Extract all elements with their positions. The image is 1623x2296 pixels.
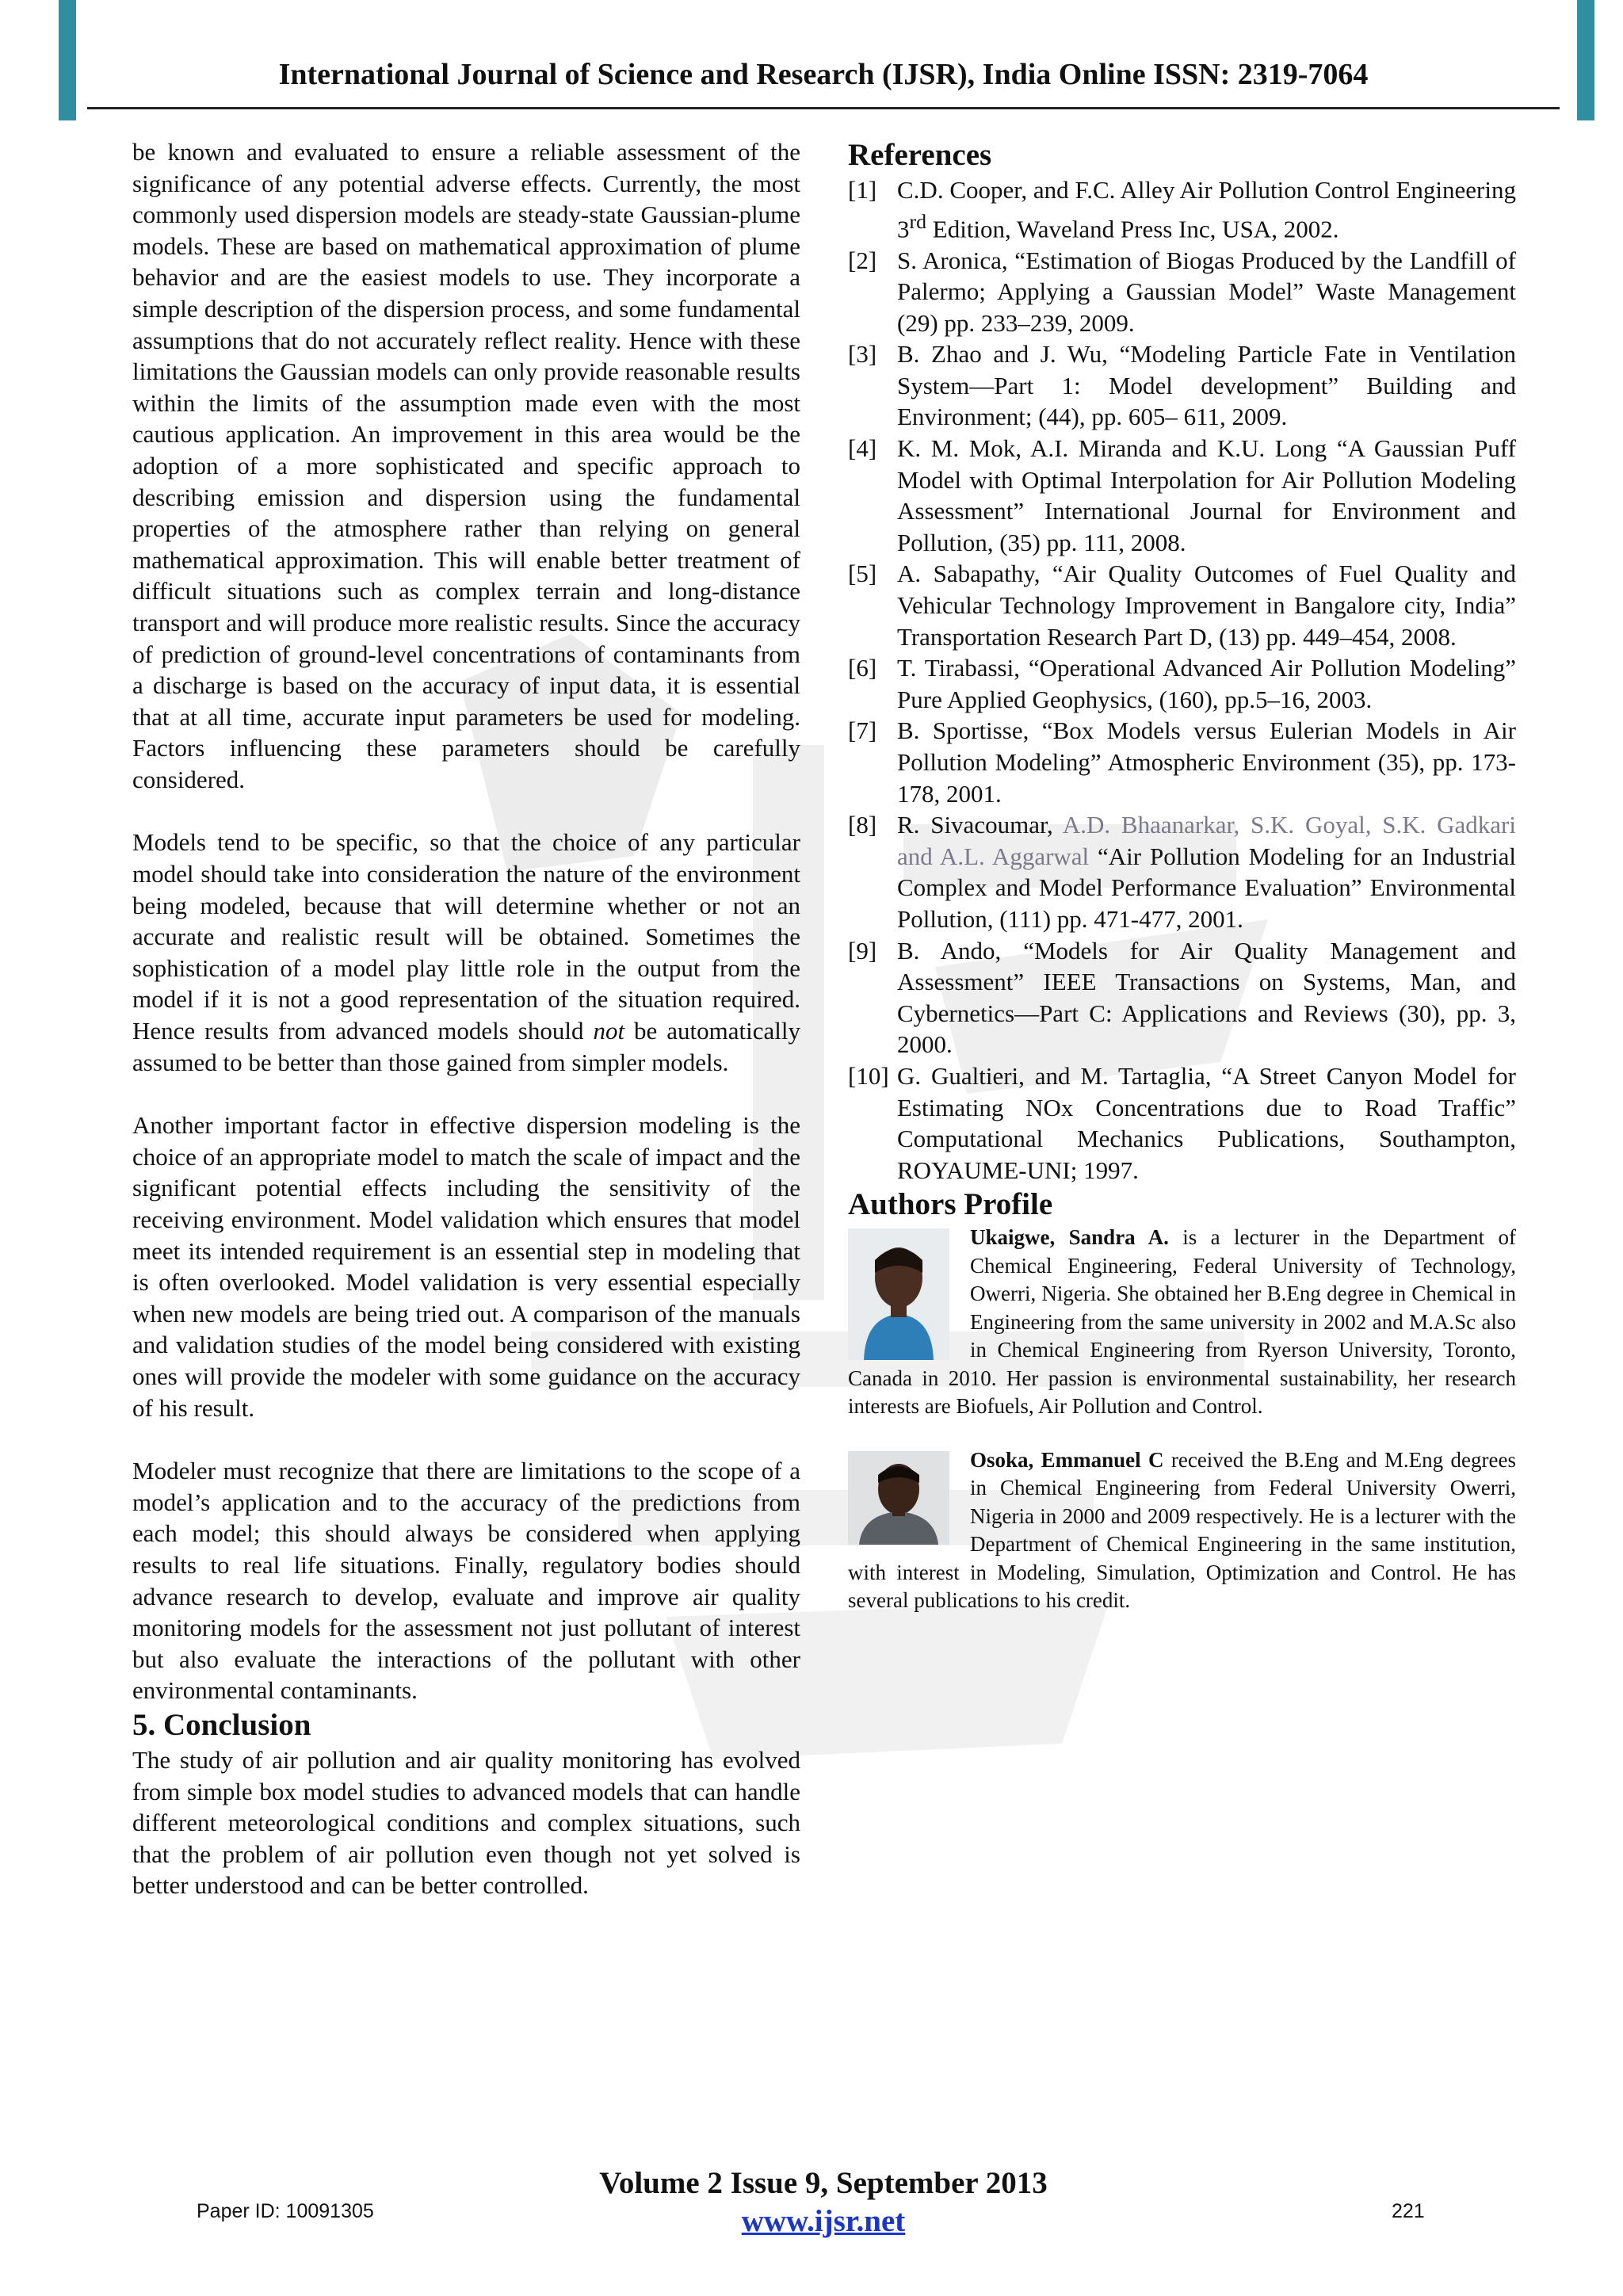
reference-item: [6] T. Tirabassi, “Operational Advanced Air Pollution Modeling” Pure Applied Geophysics, (160), pp.5–16, 2003. <box>848 652 1516 715</box>
reference-item: [2] S. Aronica, “Estimation of Biogas Produced by the Landfill of Palermo; Applying a Gaussian Model” Waste Management (29) pp. 233–239, 2009. <box>848 245 1516 339</box>
reference-number: [6] <box>848 654 877 682</box>
reference-number: [9] <box>848 936 877 965</box>
authors-profile-heading: Authors Profile <box>848 1187 1053 1222</box>
body-paragraph: be known and evaluated to ensure a reliable assessment of the significance of any potential adverse effects. Currently, the most commonly used dispersion models are steady-state Gaussian-plume models. These are based on mathematical approximation of plume behavior and are the easiest models to use. They incorporate a simple description of the dispersion process, and some fundamental assumptions that do not accurately reflect reality. Hence with these limitations the Gaussian models can only provide reasonable results within the limits of the assumption made even with the most cautious application. An improvement in this area would be the adoption of a more sophisticated and specific approach to describing emission and dispersion using the fundamental properties of the atmosphere rather than relying on general mathematical approximation. This will enable better treatment of difficult situations such as complex terrain and long-distance transport and will produce more realistic results. Since the accuracy of prediction of ground-level concentrations of contaminants from a discharge is based on the accuracy of input data, it is essential that at all time, accurate input parameters be used for modeling. Factors influencing these parameters should be carefully considered. <box>132 138 800 793</box>
conclusion-heading: 5. Conclusion <box>132 1707 311 1742</box>
reference-number: [1] <box>848 176 877 204</box>
header-rule <box>87 107 1560 109</box>
body-paragraph: Another important factor in effective dispersion modeling is the choice of an appropriate model to match the scale of impact and the significant potential effects including the sensitivity of the receiving environment. Model validation which ensures that model meet its intended requirement is an essential step in modeling that is often overlooked. Model validation is very essential especially when new models are being tried out. A comparison of the manuals and validation studies of the model being considered with existing ones will provide the modeler with some guidance on the accuracy of his result. <box>132 1111 800 1422</box>
reference-number: [10] <box>848 1061 889 1090</box>
reference-item: [3] B. Zhao and J. Wu, “Modeling Particle Fate in Ventilation System—Part 1: Model development” Building and Environment; (44), pp. 605– 611, 2009. <box>848 338 1516 433</box>
reference-number: [8] <box>848 811 877 839</box>
references-heading: References <box>848 138 992 172</box>
reference-item: [1] C.D. Cooper, and F.C. Alley Air Pollution Control Engineering 3rd Edition, Waveland Press Inc, USA, 2002. <box>848 174 1516 245</box>
footer-paper-id: Paper ID: 10091305 <box>197 2200 374 2222</box>
right-column <box>848 136 1516 1615</box>
reference-number: [4] <box>848 434 877 463</box>
author-name: Ukaigwe, Sandra A. <box>970 1225 1169 1250</box>
reference-item: [8] R. Sivacoumar, A.D. Bhaanarkar, S.K. Goyal, S.K. Gadkari and A.L. Aggarwal “Air Pollution Modeling for an Industrial Complex and Model Performance Evaluation” Environmental Pollution, (111) pp. 471-477, 2001. <box>848 809 1516 934</box>
footer-website-link[interactable]: www.ijsr.net <box>741 2204 906 2238</box>
emphasis-not: not <box>593 1017 625 1045</box>
reference-item: [7] B. Sportisse, “Box Models versus Eulerian Models in Air Pollution Modeling” Atmospheric Environment (35), pp. 173-178, 2001. <box>848 715 1516 809</box>
journal-header: International Journal of Science and Research (IJSR), India Online ISSN: 2319-7064 <box>278 58 1369 91</box>
reference-number: [5] <box>848 560 877 588</box>
footer-volume: Volume 2 Issue 9, September 2013 <box>599 2166 1048 2200</box>
left-column <box>132 136 800 1901</box>
author-bio: is a lecturer in the Department of Chemical Engineering, Federal University of Technology, Owerri, Nigeria. She obtained her B.Eng degree in Chemical in Engineering from the same university in 2002 and M.A.Sc also in Chemical Engineering from Ryerson University, Toronto, Canada in 2010. Her passion is environmental sustainability, her research interests are Biofuels, Air Pollution and Control. <box>848 1225 1516 1419</box>
author-name: Osoka, Emmanuel C <box>970 1447 1164 1472</box>
author-bio: received the B.Eng and M.Eng degrees in Chemical Engineering from Federal University Owerri, Nigeria in 2000 and 2009 respectively. He is a lecturer with the Department of Chemical Engineering in the same institution, with interest in Modeling, Simulation, Optimization and Control. He has several publications to his credit. <box>848 1447 1516 1613</box>
conclusion-paragraph: The study of air pollution and air quality monitoring has evolved from simple box model studies to advanced models that can handle different meteorological conditions and complex situations, such that the problem of air pollution even though not yet solved is better understood and can be better controlled. <box>132 1745 800 1900</box>
author-profile <box>848 1224 1516 1421</box>
body-paragraph: Modeler must recognize that there are limitations to the scope of a model’s application and to the accuracy of the predictions from each model; this should always be considered when applying results to real life situations. Finally, regulatory bodies should advance research to develop, evaluate and improve air quality monitoring models for the assessment not just pollutant of interest but also evaluate the interactions of the pollutant with other environmental contaminants. <box>132 1457 800 1705</box>
header-accent-bar-right <box>1577 0 1594 120</box>
author-photo <box>848 1228 949 1360</box>
reference-number: [3] <box>848 340 877 369</box>
reference-item: [4] K. M. Mok, A.I. Miranda and K.U. Long “A Gaussian Puff Model with Optimal Interpolation for Air Pollution Modeling Assessment” International Journal for Environment and Pollution, (35) pp. 111, 2008. <box>848 433 1516 558</box>
reference-number: [7] <box>848 716 877 745</box>
reference-item: [5] A. Sabapathy, “Air Quality Outcomes of Fuel Quality and Vehicular Technology Improvement in Bangalore city, India” Transportation Research Part D, (13) pp. 449–454, 2008. <box>848 558 1516 652</box>
body-paragraph: Models tend to be specific, so that the choice of any particular model should take into consideration the nature of the environment being modeled, because that will determine whether or not an accurate and realistic result will be obtained. Sometimes the sophistication of a model play little role in the output from the model if it is not a good representation of the situation required. Hence results from advanced models should not be automatically assumed to be better than those gained from simpler models. <box>132 828 800 1076</box>
reference-number: [2] <box>848 246 877 274</box>
footer-page-number: 221 <box>1392 2200 1425 2222</box>
author-photo <box>848 1451 949 1545</box>
reference-item: [10] G. Gualtieri, and M. Tartaglia, “A Street Canyon Model for Estimating NOx Concentrations due to Road Traffic” Computational Mechanics Publications, Southampton, ROYAUME-UNI; 1997. <box>848 1060 1516 1186</box>
author-profile <box>848 1446 1516 1615</box>
header-accent-bar-left <box>59 0 76 120</box>
reference-item: [9] B. Ando, “Models for Air Quality Management and Assessment” IEEE Transactions on Systems, Man, and Cybernetics—Part C: Applications and Reviews (30), pp. 3, 2000. <box>848 935 1516 1060</box>
references-list <box>848 174 1516 1186</box>
